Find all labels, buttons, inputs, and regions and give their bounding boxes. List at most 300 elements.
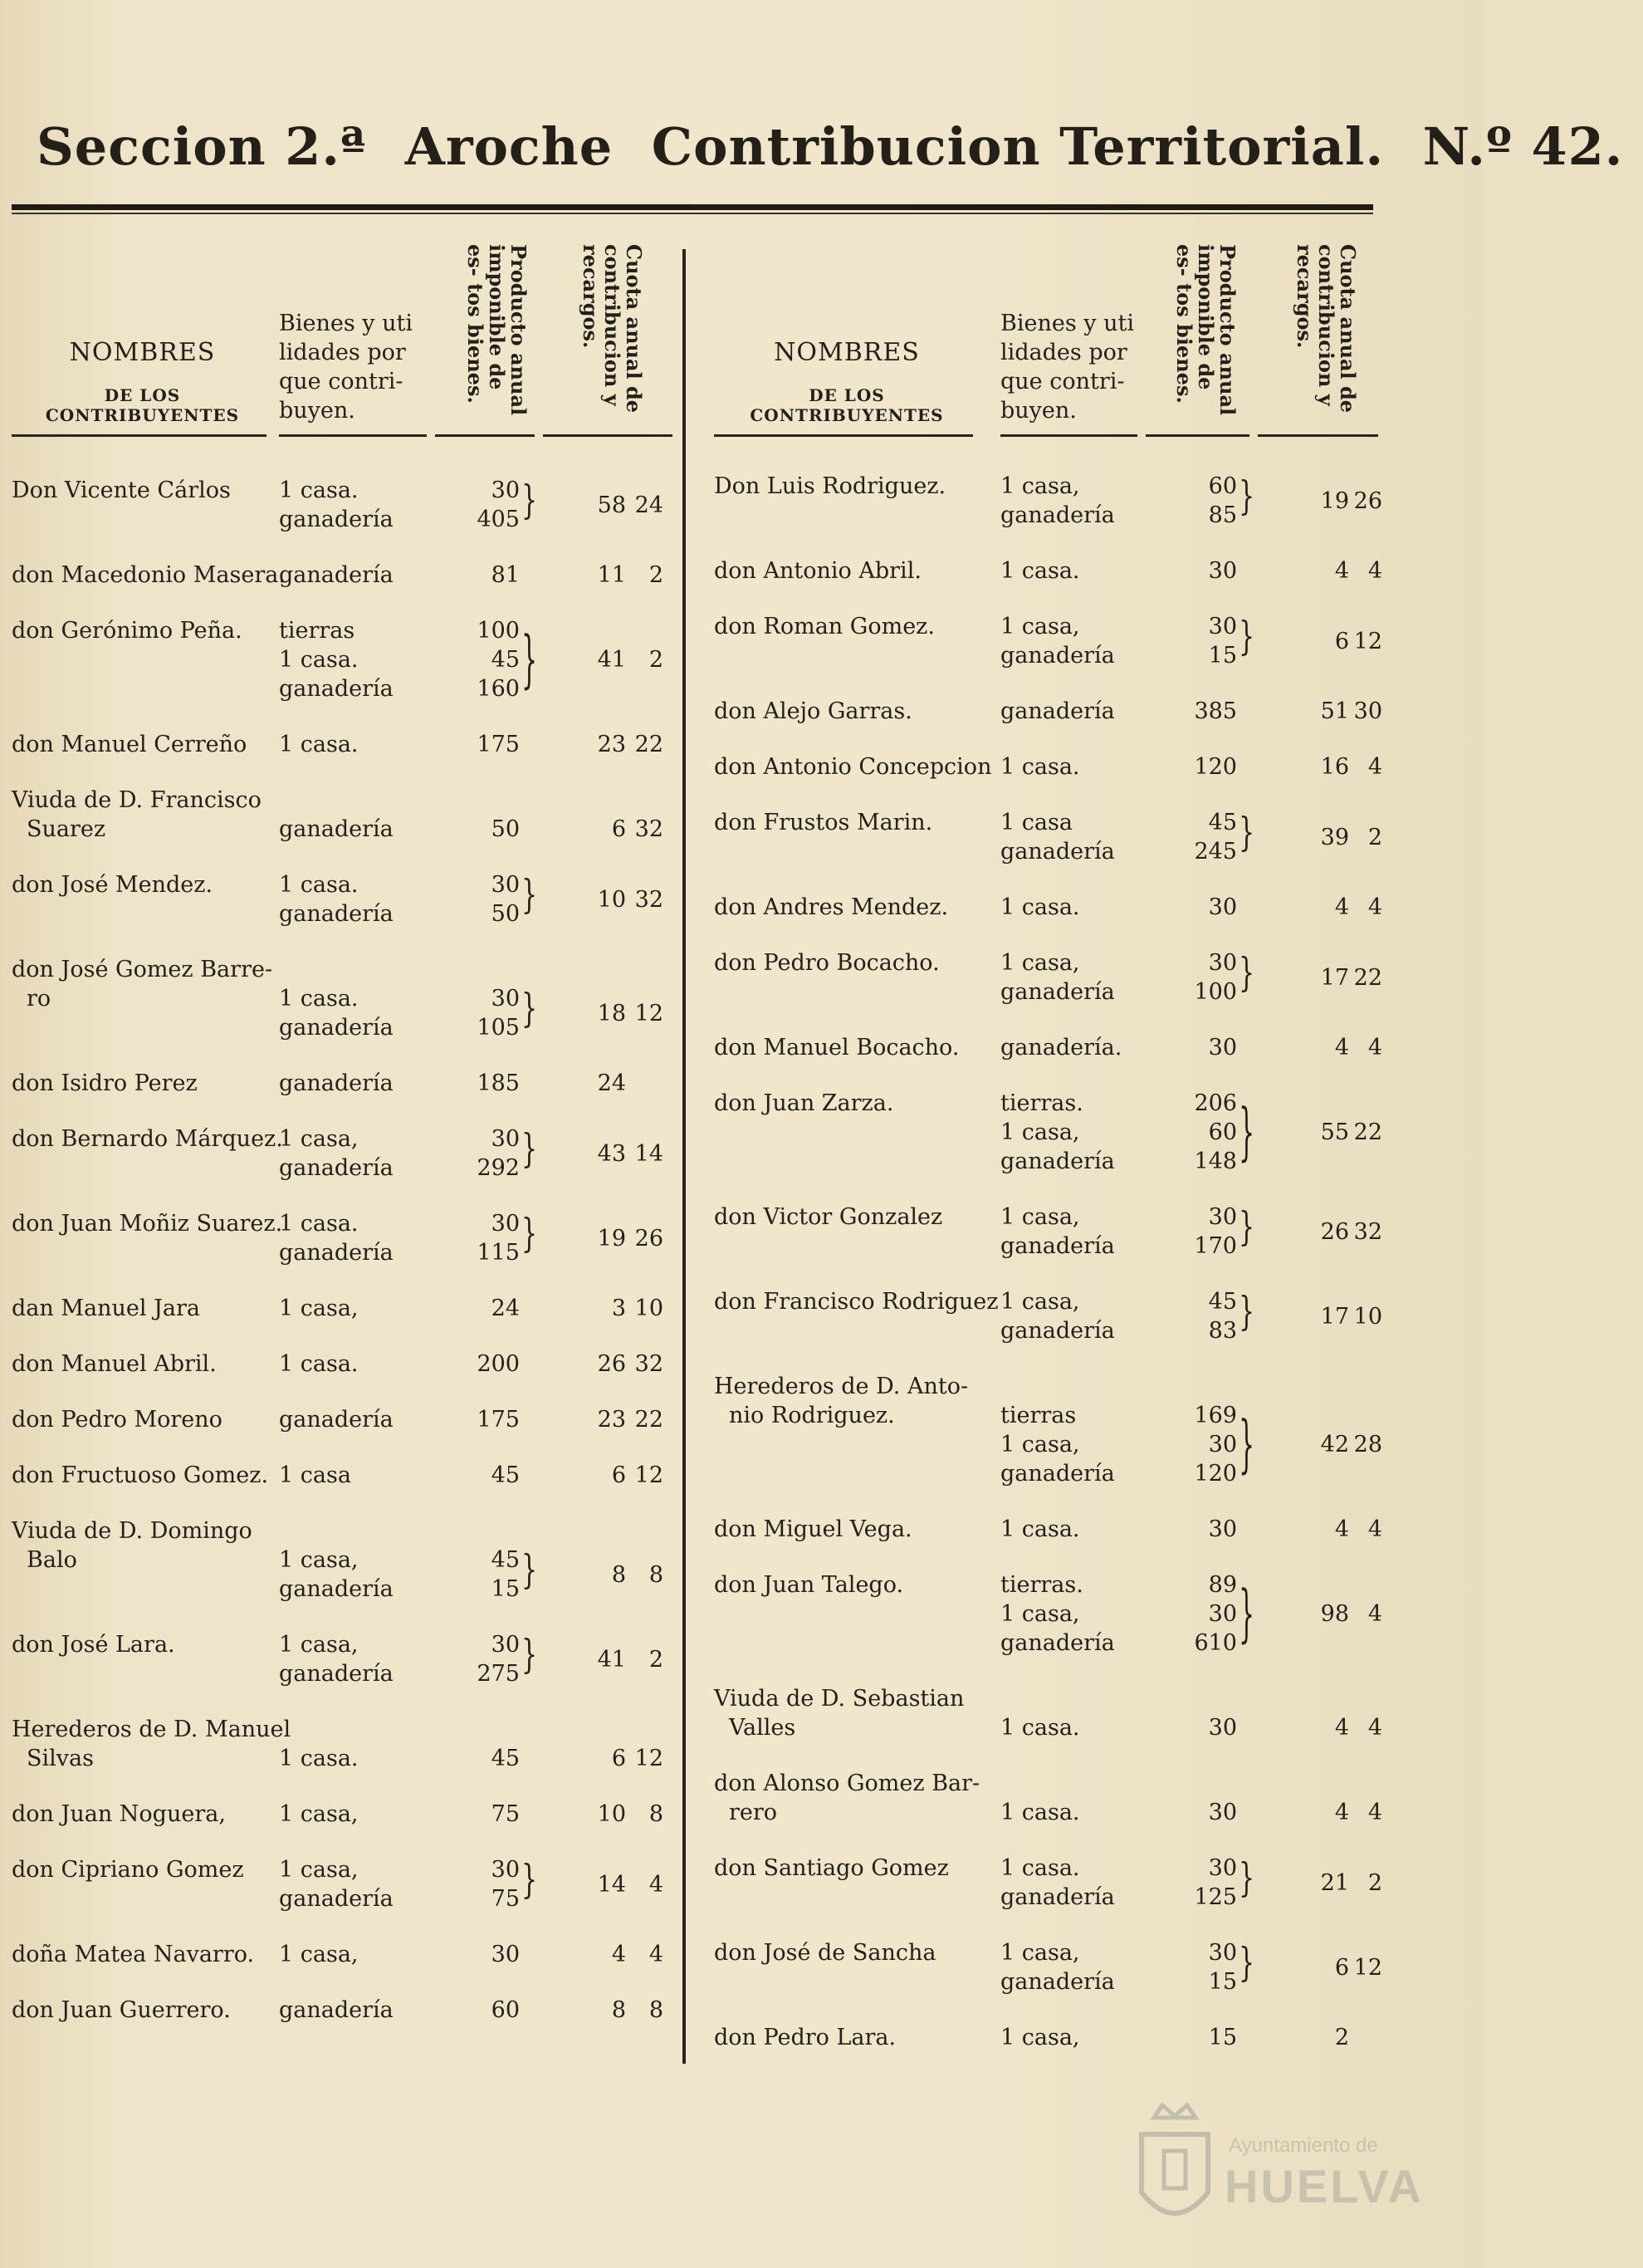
contributor-name-cont: Suarez	[27, 816, 106, 842]
contributor-name: don Isidro Perez	[12, 1070, 198, 1096]
product-value: 15	[1208, 1969, 1237, 1995]
asset-item: ganadería	[279, 562, 394, 588]
asset-item: ganadería	[1000, 1461, 1115, 1487]
product-value: 175	[477, 732, 520, 757]
contributor-name: don Miguel Vega.	[714, 1516, 912, 1542]
product-value: 89	[1208, 1572, 1237, 1598]
quota-maravedis: 32	[634, 1351, 663, 1377]
column-divider	[682, 249, 686, 2064]
asset-item: ganadería	[279, 1015, 394, 1041]
contributor-name: don Frustos Marin.	[714, 810, 933, 835]
quota-reales: 8	[611, 1561, 626, 1588]
asset-item: ganadería.	[1000, 1035, 1122, 1061]
quota-maravedis: 12	[1353, 628, 1382, 654]
quota-maravedis: 4	[1367, 1601, 1382, 1627]
product-value: 30	[491, 986, 520, 1012]
product-value: 30	[1208, 1035, 1237, 1061]
quota-reales: 42	[1320, 1432, 1349, 1457]
title-rule-thin	[12, 213, 1373, 214]
asset-item: ganadería	[279, 1155, 394, 1181]
quota-maravedis: 12	[634, 1746, 663, 1771]
asset-item: 1 casa.	[279, 732, 359, 757]
quota-reales: 17	[1320, 1303, 1349, 1330]
brace-mark: }	[1239, 1855, 1255, 1902]
quota-maravedis: 4	[648, 1942, 663, 1967]
quota-maravedis: 22	[1353, 1119, 1382, 1145]
left-column	[12, 233, 672, 2084]
product-value: 30	[491, 478, 520, 503]
asset-item: 1 casa,	[279, 1632, 359, 1658]
column-header	[714, 233, 1378, 440]
contributor-name: doña Matea Navarro.	[12, 1942, 255, 1967]
product-value: 100	[1194, 979, 1237, 1005]
quota-maravedis: 4	[1367, 1800, 1382, 1825]
quota-maravedis: 2	[1367, 824, 1382, 850]
asset-item: ganadería	[279, 1886, 394, 1912]
quota-reales: 17	[1320, 964, 1349, 991]
asset-item: ganadería	[279, 1407, 394, 1433]
product-value: 105	[477, 1015, 520, 1041]
header-names	[714, 338, 980, 425]
asset-item: ganadería	[279, 1070, 394, 1096]
brace-mark: }	[1239, 1579, 1255, 1652]
product-value: 206	[1194, 1090, 1237, 1116]
asset-item: 1 casa,	[279, 1126, 359, 1152]
contributor-name: don Juan Zarza.	[714, 1090, 894, 1116]
product-value: 81	[491, 562, 520, 588]
brace-mark: }	[521, 1547, 538, 1594]
product-value: 30	[491, 1126, 520, 1152]
quota-reales: 19	[1320, 487, 1349, 514]
header-underline	[1146, 434, 1249, 437]
quota-reales: 21	[1320, 1869, 1349, 1896]
asset-item: tierras	[1000, 1403, 1077, 1428]
quota-reales: 14	[597, 1871, 626, 1898]
quota-maravedis: 30	[1353, 698, 1382, 724]
asset-item: 1 casa,	[279, 1857, 359, 1883]
product-value: 30	[491, 872, 520, 898]
product-value: 30	[1208, 1940, 1237, 1966]
product-value: 60	[491, 1997, 520, 2023]
brace-mark: }	[1239, 1097, 1255, 1170]
quota-maravedis: 8	[648, 1997, 663, 2023]
quota-reales: 10	[597, 1801, 626, 1827]
contributor-name: don José Lara.	[12, 1632, 175, 1658]
product-value: 85	[1208, 502, 1237, 528]
brace-mark: }	[1239, 1940, 1255, 1986]
asset-item: ganadería	[1000, 1318, 1115, 1344]
contributor-name: don Roman Gomez.	[714, 614, 935, 639]
product-value: 60	[1208, 1119, 1237, 1145]
product-value: 45	[491, 647, 520, 673]
quota-maravedis: 12	[1353, 1954, 1382, 1981]
contributor-name: don Santiago Gomez	[714, 1855, 949, 1881]
quota-reales: 6	[611, 1746, 626, 1771]
quota-maravedis: 12	[634, 1000, 663, 1026]
contributor-name: don Fructuoso Gomez.	[12, 1462, 269, 1488]
asset-item: ganadería	[279, 1997, 394, 2023]
quota-maravedis: 22	[634, 732, 663, 757]
contributor-name: don Alejo Garras.	[714, 698, 912, 724]
contributor-name-cont: nio Rodriguez.	[729, 1403, 895, 1428]
contributor-name-cont: Valles	[729, 1715, 796, 1741]
product-value: 169	[1194, 1403, 1237, 1428]
asset-item: 1 casa,	[1000, 1119, 1080, 1145]
contributor-name: don Juan Talego.	[714, 1572, 904, 1598]
tax-title: Contribucion Territorial.	[651, 116, 1385, 177]
asset-item: 1 casa.	[279, 872, 359, 898]
asset-item: 1 casa,	[1000, 1289, 1080, 1315]
asset-item: 1 casa.	[279, 986, 359, 1012]
asset-item: 1 casa	[279, 1462, 351, 1488]
contributor-name: dan Manuel Jara	[12, 1296, 200, 1321]
asset-item: ganadería	[1000, 979, 1115, 1005]
product-value: 245	[1194, 839, 1237, 865]
asset-item: 1 casa.	[279, 1351, 359, 1377]
product-value: 30	[491, 1632, 520, 1658]
product-value: 120	[1194, 1461, 1237, 1487]
quota-reales: 2	[1334, 2025, 1349, 2050]
contributor-name: don Pedro Lara.	[714, 2025, 897, 2050]
asset-item: 1 casa,	[1000, 614, 1080, 639]
product-value: 30	[1208, 558, 1237, 584]
quota-maravedis: 22	[634, 1407, 663, 1433]
quota-reales: 6	[1334, 1954, 1349, 1981]
contributor-name: don Pedro Moreno	[12, 1407, 222, 1433]
asset-item: ganadería	[279, 676, 394, 702]
quota-reales: 19	[597, 1225, 626, 1252]
asset-item: ganadería	[1000, 502, 1115, 528]
brace-mark: }	[521, 478, 538, 524]
product-value: 292	[477, 1155, 520, 1181]
contributor-name: Viuda de D. Francisco	[12, 787, 262, 813]
quota-reales: 4	[611, 1942, 626, 1967]
brace-mark: }	[1239, 950, 1255, 997]
product-value: 185	[477, 1070, 520, 1096]
contributor-name: don José Mendez.	[12, 872, 213, 898]
quota-maravedis: 32	[634, 816, 663, 842]
contributor-name: don Alonso Gomez Bar-	[714, 1771, 980, 1796]
asset-item: ganadería	[1000, 839, 1115, 865]
contributor-name: don Macedonio Masera.	[12, 562, 286, 588]
contributor-name: don Juan Noguera,	[12, 1801, 226, 1827]
product-value: 30	[491, 1857, 520, 1883]
quota-maravedis: 32	[1353, 1218, 1382, 1245]
contributor-name: don José Gomez Barre-	[12, 957, 273, 982]
contributor-name: don Manuel Abril.	[12, 1351, 217, 1377]
product-value: 15	[1208, 2025, 1237, 2050]
asset-item: 1 casa,	[279, 1942, 359, 1967]
quota-maravedis: 4	[1367, 754, 1382, 780]
brace-mark: }	[1239, 614, 1255, 660]
page-title	[37, 116, 1624, 177]
asset-item: ganadería	[1000, 698, 1115, 724]
quota-maravedis: 26	[634, 1225, 663, 1252]
asset-item: 1 casa,	[279, 1547, 359, 1573]
brace-mark: }	[1239, 1409, 1255, 1482]
brace-mark: }	[521, 872, 538, 918]
header-cuota: Cuota anual de contribucion y recargos.	[1293, 244, 1360, 414]
asset-item: 1 casa	[1000, 810, 1073, 835]
quota-maravedis: 10	[1353, 1303, 1382, 1330]
quota-maravedis: 2	[648, 562, 663, 588]
product-value: 30	[1208, 1715, 1237, 1741]
asset-item: 1 casa,	[279, 1801, 359, 1827]
quota-reales: 4	[1334, 1035, 1349, 1061]
header-nombres: NOMBRES	[69, 338, 216, 367]
quota-reales: 23	[597, 1407, 626, 1433]
brace-mark: }	[521, 1211, 538, 1257]
quota-maravedis: 32	[634, 886, 663, 913]
brace-mark: }	[1239, 473, 1255, 520]
product-value: 83	[1208, 1318, 1237, 1344]
asset-item: 1 casa.	[1000, 1516, 1080, 1542]
asset-item: 1 casa.	[1000, 1800, 1080, 1825]
product-value: 200	[477, 1351, 520, 1377]
quota-reales: 11	[597, 562, 626, 588]
product-value: 30	[1208, 1601, 1237, 1627]
product-value: 30	[491, 1942, 520, 1967]
asset-item: 1 casa.	[1000, 1715, 1080, 1741]
asset-item: 1 casa,	[1000, 1432, 1080, 1457]
product-value: 24	[491, 1296, 520, 1321]
quota-maravedis: 4	[648, 1871, 663, 1898]
quota-maravedis: 26	[1353, 487, 1382, 514]
product-value: 60	[1208, 473, 1237, 499]
quota-reales: 23	[597, 732, 626, 757]
quota-reales: 4	[1334, 558, 1349, 584]
contributor-name: don Victor Gonzalez	[714, 1204, 943, 1230]
quota-maravedis: 2	[1367, 1869, 1382, 1896]
asset-item: ganadería	[1000, 1149, 1115, 1174]
quota-reales: 41	[597, 647, 626, 673]
product-value: 385	[1194, 698, 1237, 724]
product-value: 125	[1194, 1884, 1237, 1910]
header-underline	[1000, 434, 1137, 437]
asset-item: ganadería	[1000, 643, 1115, 669]
quota-reales: 4	[1334, 1800, 1349, 1825]
asset-item: tierras	[279, 618, 355, 644]
asset-item: 1 casa,	[1000, 1940, 1080, 1966]
product-value: 405	[477, 507, 520, 532]
contributor-name: don Bernardo Márquez.	[12, 1126, 283, 1152]
asset-item: 1 casa,	[279, 1296, 359, 1321]
asset-item: ganadería	[1000, 1969, 1115, 1995]
contributor-name: don Manuel Cerreño	[12, 732, 247, 757]
column-header	[12, 233, 672, 440]
quota-reales: 26	[1320, 1218, 1349, 1245]
contributor-name: Don Vicente Cárlos	[12, 478, 231, 503]
contributor-name-cont: Silvas	[27, 1746, 94, 1771]
quota-reales: 51	[1320, 698, 1349, 724]
product-value: 30	[1208, 950, 1237, 976]
product-value: 50	[491, 816, 520, 842]
quota-maravedis: 10	[634, 1296, 663, 1321]
product-value: 45	[491, 1547, 520, 1573]
brace-mark: }	[1239, 1289, 1255, 1335]
quota-reales: 4	[1334, 1516, 1349, 1542]
asset-item: 1 casa,	[1000, 1601, 1080, 1627]
contributor-name-cont: ro	[27, 986, 51, 1012]
product-value: 50	[491, 901, 520, 927]
asset-item: 1 casa.	[279, 647, 359, 673]
contributor-name: Viuda de D. Domingo	[12, 1518, 252, 1544]
quota-maravedis: 4	[1367, 1516, 1382, 1542]
page-number: N.º 42.	[1422, 116, 1624, 177]
quota-reales: 4	[1334, 894, 1349, 920]
quota-reales: 41	[597, 1646, 626, 1673]
header-underline	[12, 434, 266, 437]
header-underline	[714, 434, 973, 437]
header-underline	[543, 434, 672, 437]
contributor-name: don Andres Mendez.	[714, 894, 949, 920]
product-value: 175	[477, 1407, 520, 1433]
asset-item: 1 casa.	[279, 478, 359, 503]
asset-item: ganadería	[279, 1240, 394, 1266]
product-value: 45	[1208, 1289, 1237, 1315]
quota-maravedis: 22	[1353, 964, 1382, 991]
product-value: 30	[1208, 614, 1237, 639]
asset-item: 1 casa,	[1000, 473, 1080, 499]
watermark-line1: Ayuntamiento de	[1229, 2134, 1378, 2157]
asset-item: 1 casa,	[1000, 950, 1080, 976]
section-label: Seccion 2.ª	[37, 116, 367, 177]
quota-reales: 18	[597, 1000, 626, 1026]
contributor-name-cont: rero	[729, 1800, 778, 1825]
product-value: 75	[491, 1886, 520, 1912]
huelva-watermark	[1129, 2101, 1424, 2251]
quota-maravedis: 4	[1367, 558, 1382, 584]
product-value: 30	[1208, 1432, 1237, 1457]
header-underline	[435, 434, 535, 437]
quota-reales: 6	[611, 816, 626, 842]
quota-maravedis: 8	[648, 1561, 663, 1588]
product-value: 610	[1194, 1630, 1237, 1656]
header-underline	[279, 434, 427, 437]
product-value: 15	[491, 1576, 520, 1602]
contributor-name: Herederos de D. Manuel	[12, 1717, 291, 1742]
product-value: 115	[477, 1240, 520, 1266]
asset-item: ganadería	[1000, 1233, 1115, 1259]
header-bienes: Bienes y uti lidades por que contri- buyen.	[1000, 311, 1134, 424]
quota-reales: 8	[611, 1997, 626, 2023]
quota-reales: 6	[1334, 628, 1349, 654]
contributor-name: Don Luis Rodriguez.	[714, 473, 946, 499]
asset-item: 1 casa.	[1000, 894, 1080, 920]
asset-item: tierras.	[1000, 1572, 1083, 1598]
product-value: 170	[1194, 1233, 1237, 1259]
brace-mark: }	[521, 986, 538, 1032]
town-name: Aroche	[404, 116, 614, 177]
quota-maravedis: 4	[1367, 1715, 1382, 1741]
quota-reales: 24	[597, 1070, 626, 1096]
asset-item: ganadería	[1000, 1630, 1115, 1656]
quota-maravedis: 4	[1367, 1035, 1382, 1061]
quota-maravedis: 8	[648, 1801, 663, 1827]
product-value: 15	[1208, 643, 1237, 669]
header-names	[12, 338, 273, 425]
contributor-name: don Manuel Bocacho.	[714, 1035, 960, 1061]
product-value: 75	[491, 1801, 520, 1827]
quota-maravedis: 4	[1367, 894, 1382, 920]
quota-reales: 58	[597, 492, 626, 518]
brace-mark: }	[521, 625, 538, 698]
contributor-name: Herederos de D. Anto-	[714, 1374, 969, 1399]
asset-item: 1 casa.	[279, 1746, 359, 1771]
asset-item: 1 casa,	[1000, 1204, 1080, 1230]
asset-item: ganadería	[279, 507, 394, 532]
contributor-name: don Gerónimo Peña.	[12, 618, 242, 644]
product-value: 30	[1208, 1855, 1237, 1881]
brace-mark: }	[521, 1126, 538, 1173]
contributor-name: don Antonio Abril.	[714, 558, 922, 584]
asset-item: 1 casa.	[1000, 1855, 1080, 1881]
header-bienes: Bienes y uti lidades por que contri- buyen.	[279, 311, 413, 424]
header-underline	[1258, 434, 1378, 437]
quota-reales: 26	[597, 1351, 626, 1377]
header-cuota: Cuota anual de contribucion y recargos.	[579, 244, 646, 414]
contributor-name: don Francisco Rodriguez	[714, 1289, 999, 1315]
brace-mark: }	[521, 1857, 538, 1903]
asset-item: ganadería	[1000, 1884, 1115, 1910]
product-value: 45	[491, 1746, 520, 1771]
header-nombres: NOMBRES	[774, 338, 920, 367]
right-column	[714, 233, 1382, 2084]
product-value: 148	[1194, 1149, 1237, 1174]
contributor-name: don Juan Moñiz Suarez.	[12, 1211, 283, 1237]
quota-maravedis: 2	[648, 647, 663, 673]
quota-maravedis: 14	[634, 1140, 663, 1167]
product-value: 120	[1194, 754, 1237, 780]
brace-mark: }	[1239, 810, 1255, 856]
product-value: 30	[1208, 1800, 1237, 1825]
quota-reales: 10	[597, 886, 626, 913]
header-contribuyentes: DE LOS CONTRIBUYENTES	[45, 385, 240, 425]
crest-icon	[1129, 2101, 1220, 2242]
asset-item: ganadería	[279, 901, 394, 927]
quota-reales: 6	[611, 1462, 626, 1488]
product-value: 45	[491, 1462, 520, 1488]
asset-item: ganadería	[279, 1661, 394, 1687]
quota-reales: 4	[1334, 1715, 1349, 1741]
title-rule	[12, 204, 1373, 210]
asset-item: tierras.	[1000, 1090, 1083, 1116]
quota-reales: 98	[1320, 1601, 1349, 1627]
product-value: 45	[1208, 810, 1237, 835]
quota-reales: 39	[1320, 824, 1349, 850]
asset-item: ganadería	[279, 816, 394, 842]
asset-item: 1 casa,	[1000, 2025, 1080, 2050]
product-value: 30	[491, 1211, 520, 1237]
product-value: 160	[477, 676, 520, 702]
asset-item: 1 casa.	[1000, 558, 1080, 584]
product-value: 30	[1208, 894, 1237, 920]
contributor-name: don Cipriano Gomez	[12, 1857, 244, 1883]
asset-item: 1 casa.	[1000, 754, 1080, 780]
asset-item: 1 casa.	[279, 1211, 359, 1237]
header-contribuyentes: DE LOS CONTRIBUYENTES	[750, 385, 944, 425]
quota-reales: 3	[611, 1296, 626, 1321]
quota-maravedis: 24	[634, 492, 663, 518]
contributor-name: Viuda de D. Sebastian	[714, 1686, 965, 1712]
quota-reales: 55	[1320, 1119, 1349, 1145]
product-value: 30	[1208, 1204, 1237, 1230]
contributor-name: don Pedro Bocacho.	[714, 950, 940, 976]
header-producto: Producto anual imponible de es- tos bienes.	[463, 244, 531, 416]
product-value: 100	[477, 618, 520, 644]
contributor-name: don Antonio Concepcion	[714, 754, 992, 780]
contributor-name-cont: Balo	[27, 1547, 77, 1573]
